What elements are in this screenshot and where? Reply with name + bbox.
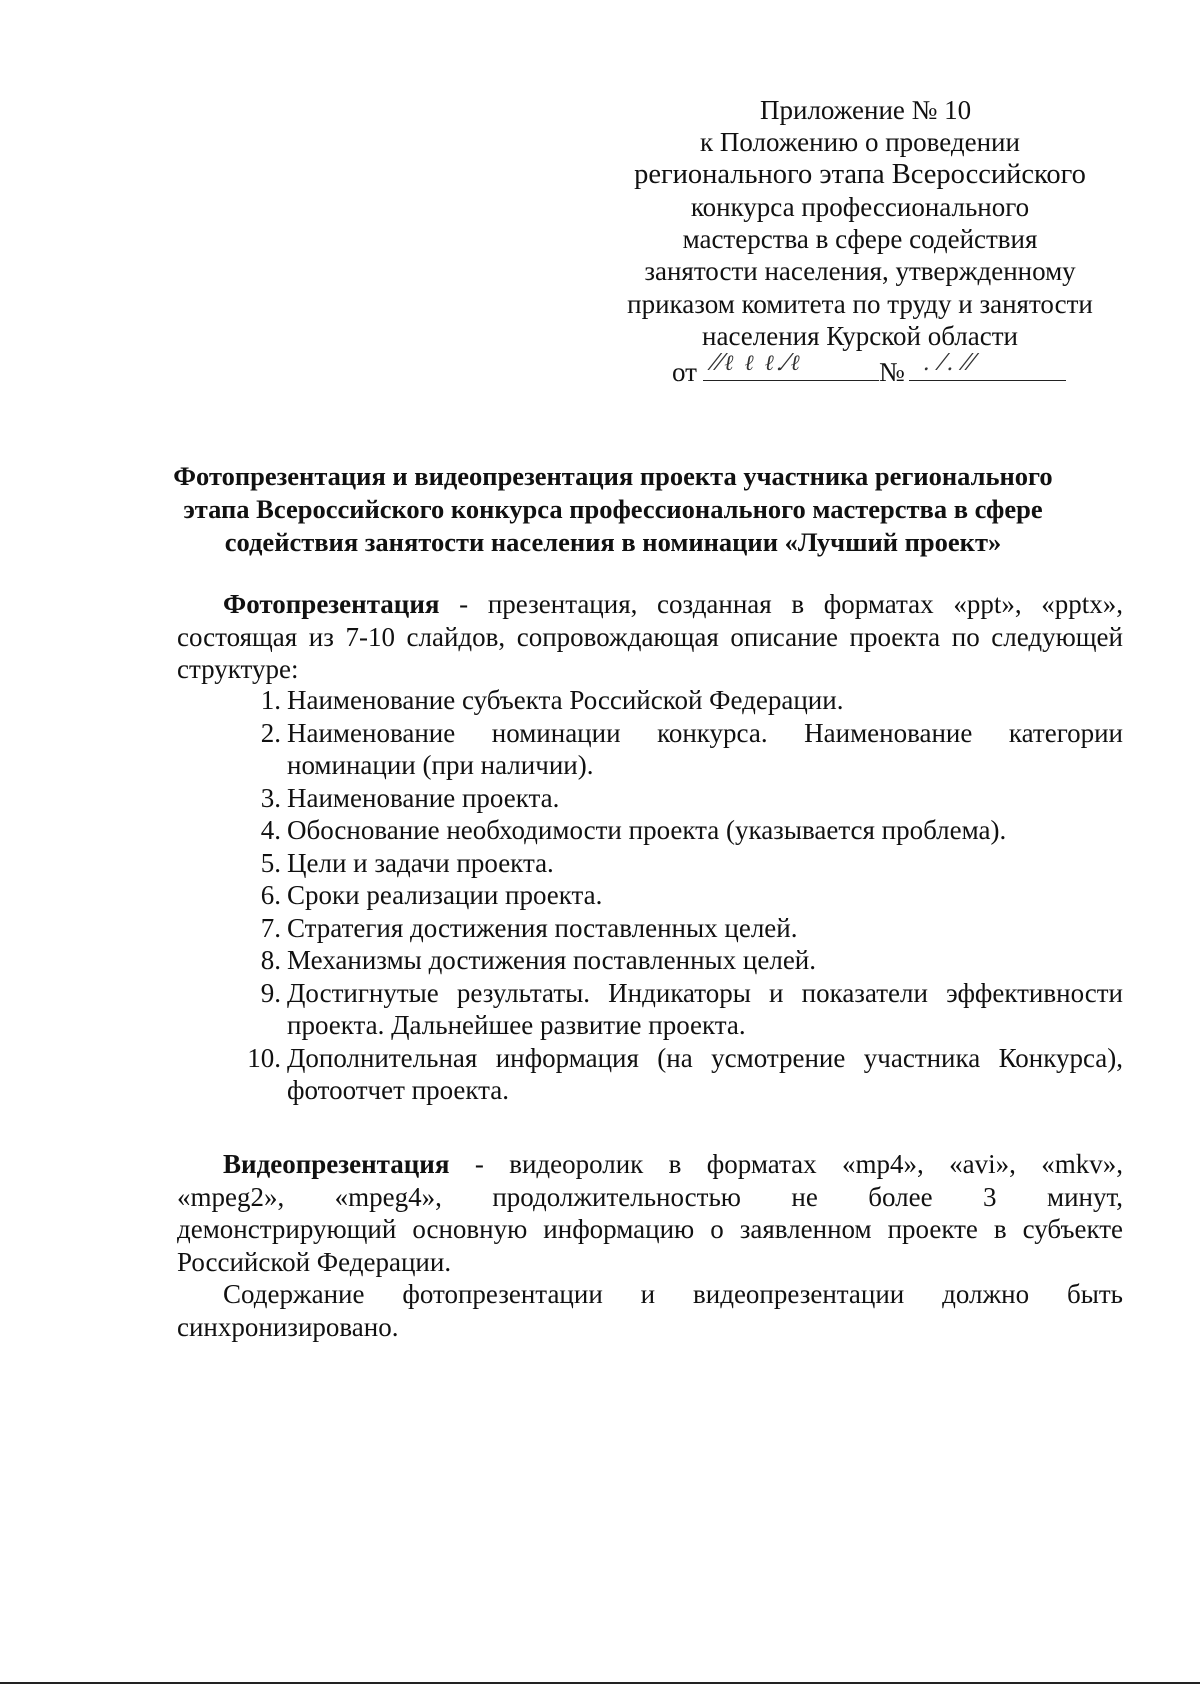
list-item-text: Достигнутые результаты. Индикаторы и показатели эффективности xyxy=(287,977,1123,1008)
handwritten-date: ⁄⁄ℓ ℓ ℓ.⁄ℓ xyxy=(712,351,802,377)
appendix-line: приказом комитета по труду и занятости xyxy=(627,288,1093,319)
paragraph-line: синхронизировано. xyxy=(177,1311,399,1342)
sync-paragraph xyxy=(177,1278,1123,1343)
document-title xyxy=(150,460,1076,559)
list-item xyxy=(177,977,1123,1042)
number-field xyxy=(909,352,1066,381)
list-item xyxy=(177,847,1123,880)
paragraph-line: демонстрирующий основную информацию о заявленном проекте в субъекте xyxy=(177,1214,1123,1244)
photo-definition: - презентация, созданная в форматах «ppt», «pptx», xyxy=(439,589,1123,619)
list-item-number: 3. xyxy=(260,782,281,813)
appendix-line: населения Курской области xyxy=(702,321,1018,352)
list-item-number: 5. xyxy=(260,847,281,878)
list-item-text: проекта. Дальнейшее развитие проекта. xyxy=(287,1010,746,1040)
list-item-text: Наименование субъекта Российской Федерации. xyxy=(287,685,844,715)
list-item-number: 9. xyxy=(260,977,281,1008)
list-item-text: Стратегия достижения поставленных целей. xyxy=(287,912,798,943)
list-item-number: 4. xyxy=(260,815,281,845)
appendix-line: к Положению о проведении xyxy=(700,127,1020,158)
title-line: этапа Всероссийского конкурса профессионального мастерства в сфере xyxy=(183,494,1043,524)
appendix-title: Приложение № 10 xyxy=(760,95,972,125)
list-item xyxy=(177,814,1123,847)
list-item xyxy=(177,717,1123,782)
list-item xyxy=(177,879,1123,912)
list-item-text: Обоснование необходимости проекта (указывается проблема). xyxy=(287,815,1007,845)
date-field xyxy=(703,352,879,381)
appendix-header xyxy=(600,94,1120,389)
paragraph-line: структуре: xyxy=(177,654,299,684)
paragraph-line xyxy=(177,588,1123,621)
number-prefix: № xyxy=(878,357,905,388)
appendix-line: конкурса профессионального xyxy=(690,191,1030,222)
video-presentation-paragraph xyxy=(177,1148,1123,1278)
list-item xyxy=(177,684,1123,717)
list-item-number: 1. xyxy=(260,685,281,715)
appendix-line: регионального этапа Всероссийского xyxy=(634,158,1086,190)
paragraph-line: Российской Федерации. xyxy=(177,1246,452,1277)
list-item xyxy=(177,912,1123,945)
list-item-text: Дополнительная информация (на усмотрение участника Конкурса), xyxy=(287,1042,1123,1073)
video-definition: - видеоролик в форматах «mp4», «avi», «mkv», xyxy=(449,1149,1123,1179)
title-line: содействия занятости населения в номинации «Лучший проект» xyxy=(224,527,1002,557)
list-item-number: 7. xyxy=(260,912,281,943)
date-prefix: от xyxy=(672,357,697,388)
title-line: Фотопрезентация и видеопрезентация проекта участника регионального xyxy=(173,461,1053,491)
list-item-number: 10. xyxy=(247,1042,281,1073)
paragraph-line xyxy=(177,1148,1123,1181)
order-date-row xyxy=(600,352,1120,388)
appendix-line: мастерства в сфере содействия xyxy=(682,224,1038,255)
list-item-text: Механизмы достижения поставленных целей. xyxy=(287,945,817,975)
list-item xyxy=(177,782,1123,815)
paragraph-line: Содержание фотопрезентации и видеопрезентации должно быть xyxy=(223,1279,1123,1309)
paragraph-line: «mpeg2», «mpeg4», продолжительностью не более 3 минут, xyxy=(177,1181,1123,1212)
structure-list xyxy=(177,684,1123,1107)
footer-mark xyxy=(1142,1674,1156,1684)
list-item-text: Наименование проекта. xyxy=(287,782,560,813)
list-item-text: фотоотчет проекта. xyxy=(287,1075,510,1105)
appendix-line: занятости населения, утвержденному xyxy=(644,256,1076,287)
list-item-number: 2. xyxy=(260,717,281,748)
list-item-text: Сроки реализации проекта. xyxy=(287,880,603,910)
photo-presentation-paragraph xyxy=(177,588,1123,686)
handwritten-number: . ⁄. ⁄⁄ xyxy=(922,351,976,377)
paragraph-line: состоящая из 7-10 слайдов, сопровождающая описание проекта по следующей xyxy=(177,621,1123,652)
list-item-text: номинации (при наличии). xyxy=(287,750,594,780)
video-term: Видеопрезентация xyxy=(223,1149,450,1179)
list-item-text: Наименование номинации конкурса. Наименование категории xyxy=(287,717,1123,748)
list-item xyxy=(177,1042,1123,1107)
footer-divider xyxy=(0,1682,1200,1684)
list-item-number: 6. xyxy=(260,880,281,910)
list-item-text: Цели и задачи проекта. xyxy=(287,847,554,878)
list-item-number: 8. xyxy=(260,945,281,975)
photo-term: Фотопрезентация xyxy=(223,589,440,619)
list-item xyxy=(177,944,1123,977)
